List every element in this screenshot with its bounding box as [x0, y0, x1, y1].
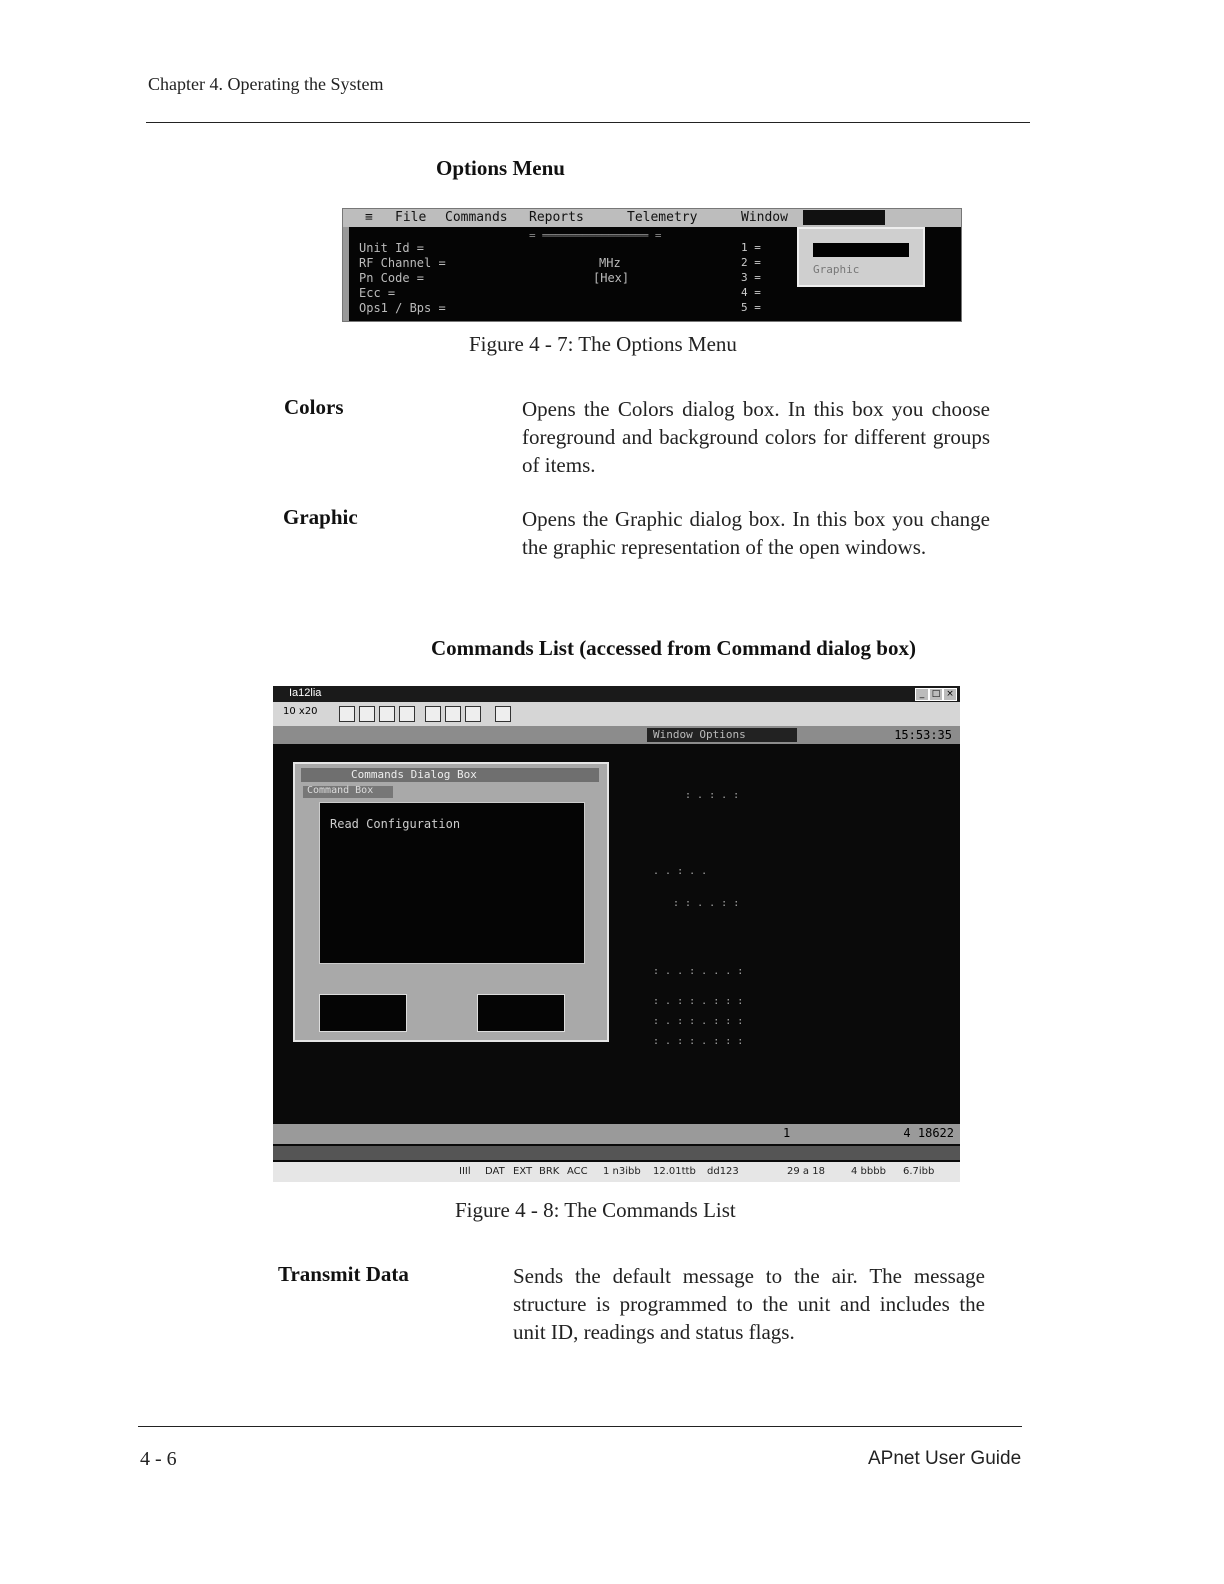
background-text: : . : : . : : :	[653, 1036, 744, 1047]
menu-options-highlighted[interactable]	[803, 210, 885, 225]
toolbar-button-icon[interactable]	[425, 706, 441, 722]
desc-transmit-data: Sends the default message to the air. The message structure is programmed to the unit and includes the unit ID, readings and status flags.	[513, 1264, 985, 1344]
menu-window[interactable]: Window	[741, 210, 788, 225]
status-mid-value: 1	[783, 1126, 791, 1140]
toolbar-button-icon[interactable]	[399, 706, 415, 722]
guide-title: APnet User Guide	[868, 1448, 1022, 1469]
options-menu-screenshot	[342, 208, 962, 322]
clock: 15:53:35	[894, 728, 952, 742]
taskbar-segment: BRK	[539, 1166, 560, 1177]
taskbar-segment: 29 a 18	[787, 1166, 825, 1177]
taskbar-segment: dd123	[707, 1166, 739, 1177]
row-number: 3 =	[741, 271, 761, 284]
background-text: : . : : . : : :	[653, 1016, 744, 1027]
commands-list-heading: Commands List (accessed from Command dialog box)	[431, 636, 916, 660]
menu-commands[interactable]: Commands	[445, 210, 508, 225]
menu-reports[interactable]: Reports	[529, 210, 584, 225]
menu-icon[interactable]: ≡	[365, 210, 373, 225]
taskbar-segment: 1 n3ibb	[603, 1166, 641, 1177]
background-text: : . : : . : : :	[653, 996, 744, 1007]
ok-button[interactable]	[319, 994, 407, 1032]
background-text: : . : . :	[685, 790, 740, 801]
command-box-label: Command Box	[303, 786, 393, 798]
row-number: 2 =	[741, 256, 761, 269]
commands-listbox[interactable]	[319, 802, 585, 964]
background-text: : . . : . . . :	[653, 966, 744, 977]
term-graphic: Graphic	[283, 505, 358, 529]
font-size-selector[interactable]: 10 x20	[283, 706, 318, 717]
field-line: Ops1 / Bps =	[359, 301, 446, 315]
taskbar	[273, 1162, 960, 1182]
font-icon[interactable]	[495, 706, 511, 722]
background-text: : : . . : :	[673, 898, 740, 909]
row-number: 4 =	[741, 286, 761, 299]
field-line: Ecc =	[359, 286, 396, 300]
field-unit: MHz	[599, 256, 621, 270]
desc-colors: Opens the Colors dialog box. In this box you choose foreground and background colors for different groups of items.	[522, 397, 990, 477]
field-line: Pn Code =	[359, 271, 425, 285]
figure-4-7-caption: Figure 4 - 7: The Options Menu	[469, 332, 737, 356]
options-menu-heading: Options Menu	[436, 156, 565, 180]
toolbar-button-icon[interactable]	[359, 706, 375, 722]
window-subtitle-bar: = ════════════════ =	[529, 229, 662, 242]
menu-window-options[interactable]: Window Options	[647, 728, 797, 742]
taskbar-segment: ACC	[567, 1166, 588, 1177]
menu-file[interactable]: File	[395, 210, 427, 225]
window-titlebar	[273, 686, 960, 702]
app-menubar	[273, 726, 960, 744]
toolbar-button-icon[interactable]	[339, 706, 355, 722]
window-title: Ia12lia	[289, 687, 322, 699]
term-transmit-data: Transmit Data	[278, 1262, 409, 1286]
options-dropdown	[797, 227, 925, 287]
figure-4-8-caption: Figure 4 - 8: The Commands List	[455, 1198, 736, 1222]
dropdown-item-colors[interactable]: Colors	[813, 243, 909, 257]
commands-dialog	[293, 762, 609, 1042]
field-line: RF Channel =	[359, 256, 446, 270]
taskbar-segment: EXT	[513, 1166, 533, 1177]
scroll-strip[interactable]	[273, 1146, 960, 1160]
toolbar	[273, 702, 960, 726]
left-edge	[343, 227, 349, 321]
minimize-icon[interactable]: _	[915, 688, 929, 701]
close-icon[interactable]: ×	[943, 688, 957, 701]
row-number: 1 =	[741, 241, 761, 254]
dialog-title: Commands Dialog Box	[301, 768, 599, 782]
background-text: . . : . .	[653, 866, 708, 877]
menu-telemetry[interactable]: Telemetry	[627, 210, 698, 225]
taskbar-segment: 6.7ibb	[903, 1166, 935, 1177]
toolbar-button-icon[interactable]	[465, 706, 481, 722]
commands-list-screenshot	[273, 686, 960, 1182]
menubar	[343, 209, 961, 227]
taskbar-segment: IIIl	[459, 1166, 471, 1177]
row-number: 5 =	[741, 301, 761, 314]
status-right-value: 4 18622	[903, 1126, 954, 1140]
taskbar-segment: 12.01ttb	[653, 1166, 696, 1177]
dropdown-item-graphic[interactable]: Graphic	[813, 263, 860, 276]
footer-rule	[138, 1426, 1022, 1427]
field-line: Unit Id =	[359, 241, 425, 255]
status-bar	[273, 1124, 960, 1144]
toolbar-button-icon[interactable]	[445, 706, 461, 722]
taskbar-segment: DAT	[485, 1166, 505, 1177]
page-number: 4 - 6	[140, 1448, 177, 1470]
chapter-header: Chapter 4. Operating the System	[148, 74, 384, 94]
command-read-configuration[interactable]: Read Configuration	[330, 817, 461, 831]
field-unit: [Hex]	[593, 271, 630, 285]
maximize-icon[interactable]: □	[929, 688, 943, 701]
cancel-button[interactable]	[477, 994, 565, 1032]
term-colors: Colors	[284, 395, 344, 419]
header-rule	[146, 122, 1030, 123]
desc-graphic: Opens the Graphic dialog box. In this box you change the graphic representation of the open windows.	[522, 507, 990, 559]
taskbar-segment: 4 bbbb	[851, 1166, 886, 1177]
toolbar-button-icon[interactable]	[379, 706, 395, 722]
